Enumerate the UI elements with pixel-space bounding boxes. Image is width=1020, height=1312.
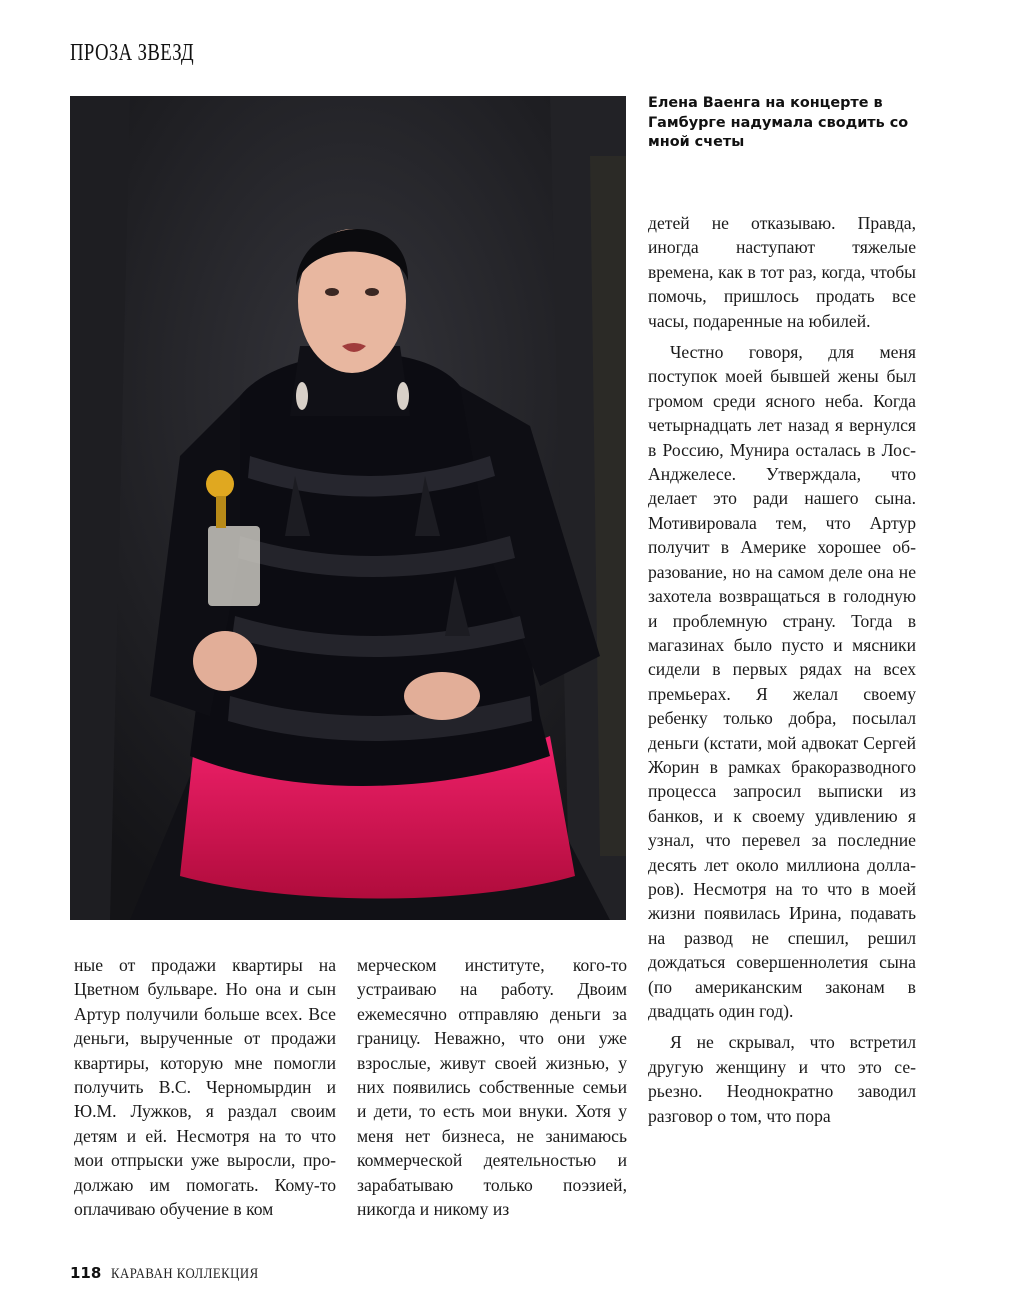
magazine-name: КАРАВАН КОЛЛЕКЦИЯ [111,1266,259,1282]
photo-caption: Елена Ваенга на концерте в Гамбурге надумала сводить со мной счеты [648,95,909,150]
article-column-left [74,953,336,1221]
page-footer [70,1264,285,1283]
section-title: ПРОЗА ЗВЕЗД [70,40,195,66]
paragraph: детей не отказываю. Правда, иногда наступают тяжелые времена, как в тот раз, когда, чтобы помочь, пришлось продать все часы, подаренные на юбилей. [648,213,916,331]
paragraph: Честно говоря, для меня поступок моей бывшей жены был громом среди ясного неба. Когда четырнадцать лет назад я вернулся в Россию, Мунира осталась в Лос-Анджелесе. Утверждала, что делает это ради нашего сына. Мотивировала тем, что Артур получит в Америке хорошее образование, но на самом деле она не захотела возвращаться в голодную и проблемную страну. Тогда в магазинах было пусто и мясники сидели в первых рядах на всех премьерах. Я желал своему ребенку только добра, посылал деньги (кстати, мой адвокат Сергей Жорин в рамках бракоразводного процесса запросил выписки из банков, и к своему удивлению я узнал, что перевел за последние десять лет около миллиона долларов). Несмотря на то что в моей жизни появилась Ирина, подавать на развод не спешил, решил дождаться совершеннолетия сына (по американским законам в двадцать один год). [648,342,916,1021]
article-column-right [648,211,916,1128]
paragraph: мерческом институте, кого-то устраиваю на работу. Двоим ежемесячно отправляю деньги за границу. Неважно, что они уже взрослые, живут своей жизнью, у них появились собственные семьи и дети, то есть мои внуки. Хотя у меня нет бизнеса, не занимаюсь коммерческой деятельностью и зарабатываю только поэзией, никогда и никому из [357,955,627,1220]
page-number: 118 [70,1264,102,1282]
singer-photo-illustration [70,96,626,920]
paragraph: Я не скрывал, что встретил другую женщину и что это серьезно. Неоднократно заводил разговор о том, что пора [648,1032,916,1126]
article-photo [70,96,626,920]
paragraph: ные от продажи квартиры на Цветном бульваре. Но она и сын Артур получили больше всех. Все деньги, вырученные от продажи квартиры, которую мне помогли получить В.С. Черномырдин и Ю.М. Лужков, я раздал своим детям и ей. Несмотря на то что мои отпрыски уже выросли, продолжаю им помогать. Кому-то оплачиваю обучение в ком [74,955,336,1220]
article-column-middle [357,953,627,1221]
